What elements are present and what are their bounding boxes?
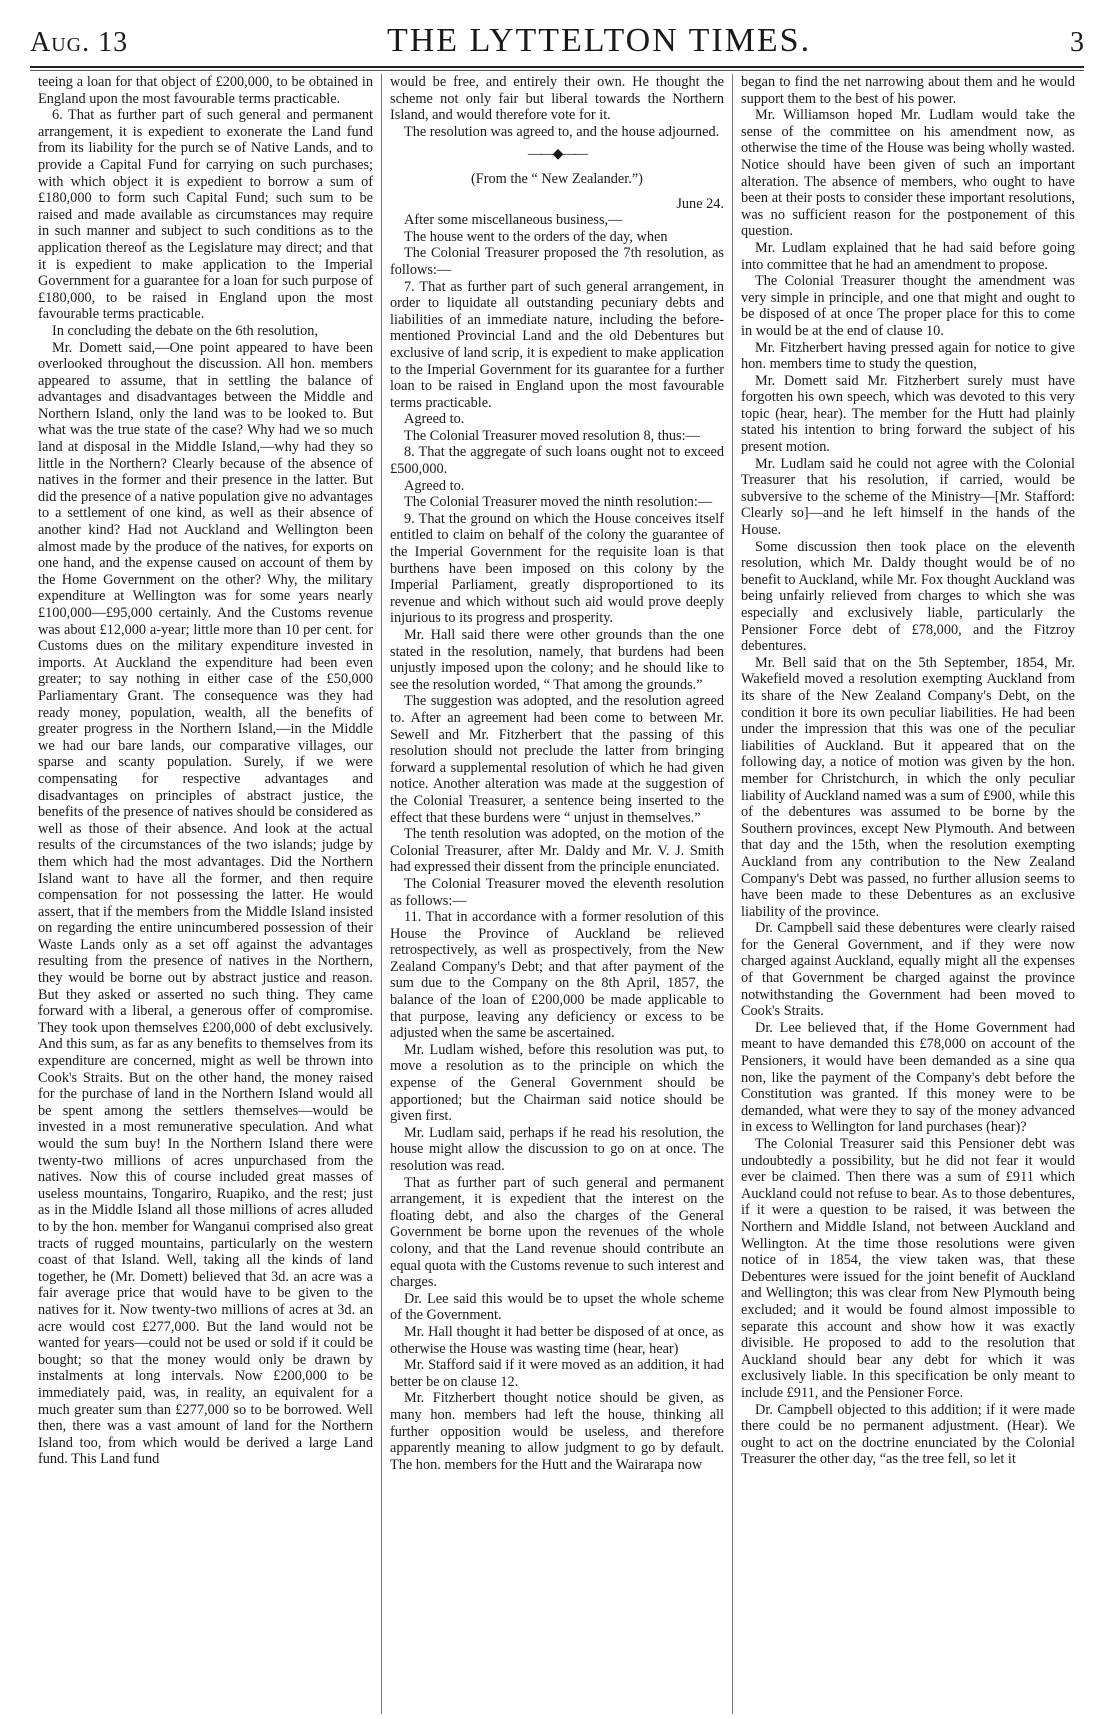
paragraph: 7. That as further part of such general arrangement, in order to liquidate all outstanding pecuniary debts and liabilities of an immediate nature, including the before-mentioned Provincial Land and the old Debentures but exclusive of land scrip, it is expedient to make application to the Imperial Government for its guarantee for a further loan to be raised in England upon the most favourable terms practicable. — [390, 278, 724, 411]
paragraph: That as further part of such general and permanent arrangement, it is expedient that the interest on the floating debt, and also the charges of the General Government be borne upon the revenues of the whole colony, and that the Land revenue should contribute an equal quota with the Customs revenue to such interest and charges. — [390, 1174, 724, 1291]
paragraph: Mr. Domett said Mr. Fitzherbert surely must have forgotten his own speech, which was devoted to this very topic (hear, hear). The member for the Hutt had plainly stated his intention to bring forward the subject of his present motion. — [741, 372, 1075, 456]
paragraph: began to find the net narrowing about them and he would support them to the best of his power. — [741, 74, 1075, 107]
paragraph: The Colonial Treasurer moved the eleventh resolution as follows:— — [390, 875, 724, 909]
paragraph: Dr. Lee said this would be to upset the whole scheme of the Government. — [390, 1290, 724, 1324]
column-3 — [732, 74, 1083, 1714]
paragraph: 9. That the ground on which the House conceives itself entitled to claim on behalf of the colony the guarantee of the Imperial Government for the requisite loan is that burthens have been imposed on this colony by the Imperial Parliament, greatly disproportioned to its revenue and which without such aid would prove deeply injurious to its progress and prosperity. — [390, 510, 724, 627]
paragraph: The Colonial Treasurer said this Pensioner debt was undoubtedly a possibility, but he did not fear it would ever be claimed. Then there was a sum of £911 which Auckland could not refuse to bear. As to those debentures, if it were a question to be raised, it was between the Northern and Middle Island, not between Auckland and Wellington. At the time those resolutions were given notice of in 1854, the view taken was, that these Debentures were issued for the joint benefit of Auckland and Wellington; this was clear from New Plymouth being excluded; and it would be found almost impossible to separate this account and show how it was exactly divisible. He proposed to add to the resolution that Auckland should bear any debt for which it was exclusively liable. In this specification be only meant to include £911, and the Pensioner Force. — [741, 1136, 1075, 1401]
issue-date: Aug. 13 — [30, 27, 129, 58]
paragraph: Mr. Fitzherbert having pressed again for notice to give hon. members time to study the question, — [741, 339, 1075, 373]
paragraph: Mr. Ludlam said he could not agree with the Colonial Treasurer that his resolution, if carried, would be subversive to the scheme of the Ministry—[Mr. Stafford: Clearly so]—and he left himself in the hands of the House. — [741, 455, 1075, 539]
paragraph: The Colonial Treasurer proposed the 7th resolution, as follows:— — [390, 245, 724, 278]
paragraph: Some discussion then took place on the eleventh resolution, which Mr. Daldy thought would be of no benefit to Auckland, while Mr. Fox thought Auckland was being unfairly relieved from charges to which she was especially and exclusively liable, particularly the Pensioner Force debt of £78,000, and the Fitzroy debentures. — [741, 538, 1075, 655]
paragraph: teeing a loan for that object of £200,000, to be obtained in England upon the most favourable terms practicable. — [38, 74, 373, 107]
paragraph: The resolution was agreed to, and the house adjourned. — [404, 123, 720, 140]
page-number: 3 — [1069, 27, 1084, 58]
paragraph: Mr. Ludlam explained that he had said before going into committee that he had an amendment to propose. — [741, 239, 1075, 273]
paragraph: After some miscellaneous business,— — [404, 212, 623, 229]
paragraph: Mr. Fitzherbert thought notice should be given, as many hon. members had left the house, thinking all further opposition would be useless, and therefore apparently meaning to allow judgment to go by default. The hon. members for the Hutt and the Wairarapa now — [390, 1390, 724, 1473]
paragraph: The Colonial Treasurer moved the ninth resolution:— — [404, 494, 713, 511]
column-1 — [30, 74, 381, 1714]
paragraph: The Colonial Treasurer moved resolution 8, thus:— — [404, 427, 700, 444]
paragraph: Mr. Bell said that on the 5th September, 1854, Mr. Wakefield moved a resolution exempting Auckland from its share of the New Zealand Company's Debt, on the condition it bore its own peculiar liabilities. He had been under the impression that this was one of the peculiar liabilities of Auckland. But it appeared that on the following day, a notice of motion was given by the hon. member for Christchurch, in which the only peculiar liability of Auckland named was a sum of £900, while this of the debentures was assumed to be borne by the Southern provinces, except New Plymouth. And between that day and the 15th, when the resolution exempting Auckland from any contribution to the New Zealand Company's Debt was passed, no further allusion seems to have been made to these Debentures as an exclusive liability of the province. — [741, 654, 1075, 920]
masthead-rule-thin — [30, 70, 1084, 71]
paragraph: The house went to the orders of the day, when — [404, 228, 668, 245]
paragraph: Dr. Campbell said these debentures were clearly raised for the General Government, and if they were now charged against Auckland, equally might all the expenses of that Government be charged against the province notwithstanding the Government had been moved to Cook's Straits. — [741, 920, 1075, 1020]
paragraph: Agreed to. — [404, 477, 465, 494]
paragraph: Mr. Williamson hoped Mr. Ludlam would take the sense of the committee on his amendment now, as otherwise the time of the House was being wholly wasted. Notice should have been given of such an important alteration. The absence of members, who ought to have been at their posts to consider these important resolutions, was no sufficient reason for the postponement of this question. — [741, 107, 1075, 240]
paragraph: would be free, and entirely their own. He thought the scheme not only fair but liberal towards the Northern Island, and would therefore vote for it. — [390, 74, 724, 124]
paragraph: 8. That the aggregate of such loans ought not to exceed £500,000. — [390, 444, 724, 478]
column-2 — [381, 74, 732, 1714]
masthead-rule — [30, 66, 1084, 68]
paragraph: Agreed to. — [404, 411, 465, 428]
paragraph: The tenth resolution was adopted, on the motion of the Colonial Treasurer, after Mr. Daldy and Mr. V. J. Smith had expressed their dissent from the principle enunciated. — [390, 826, 724, 876]
paragraph: Dr. Lee believed that, if the Home Government had meant to have demanded this £78,000 on account of the Pensioners, it would have been demanded as a sine qua non, like the payment of the Company's debt before the Constitution was granted. If this money were to be demanded, what were they to say of the money advanced in excess to Wellington for land purchases (hear)? — [741, 1019, 1075, 1136]
paragraph: Mr. Ludlam said, perhaps if he read his resolution, the house might allow the discussion to go on at once. The resolution was read. — [390, 1124, 724, 1174]
paragraph: The Colonial Treasurer thought the amendment was very simple in principle, and one that might and ought to be disposed of at once The proper place for this to come in would be at the end of clause 10. — [741, 273, 1075, 339]
masthead — [30, 22, 1084, 62]
paragraph: Mr. Ludlam wished, before this resolution was put, to move a resolution as to the principle on which the expense of the General Government should be apportioned; but the Chairman said notice should be given first. — [390, 1041, 724, 1125]
newspaper-title: THE LYTTELTON TIMES. — [386, 22, 812, 59]
section-divider: ——◆—— — [527, 146, 587, 163]
paragraph: Mr. Stafford said if it were moved as an addition, it had better be on clause 12. — [390, 1357, 724, 1390]
paragraph: Mr. Domett said,—One point appeared to have been overlooked throughout the discussion. All hon. members appeared to assume, that in settling the balance of advantages and disadvantages between the Middle and Northern Island, only the land was to be looked to. But what was the true state of the case? Why had we so much land at disposal in the Middle Island,—why had they so little in the Northern? Clearly because of the absence of natives in the former and their presence in the latter. But did the presence of a native population give no advantages to a settlement of one kind, as well as their absence of another kind? Had not Auckland and Wellington been almost made by the produce of the natives, for exports on one hand, and the expense caused on account of them by the Home Government on the other? Why, the military expenditure at Wellington was for some years nearly £100,000—£95,000 certainly. And the Customs revenue was about £12,000 a-year; little more than 10 per cent. for Customs dues on the military expenditure invested in imports. At Auckland the expenditure had been even greater; to say nothing in either case of the £50,000 Parliamentary Grant. The consequence was they had ready money, population, wealth, all the benefits of greater progress in the Northern Island,—in the Middle we had our bare lands, our comparative villages, our sparse and scanty population. Surely, if we were compensating for respective advantages and disadvantages on principles of abstract justice, the benefits of the presence of natives should be considered as well as those of their absence. And look at the actual results of the circumstances of the two islands; judge by them which had the most advantages. Did the Northern Island want to have all the former, and then require compensation for not possessing the latter. He would assert, that if the members from the Middle Island insisted on regarding the entire unincumbered possession of their Waste Lands only as a set off against the advantages resulting from the presence of natives in the Northern, they would be borne out by abstract justice and reason. But they asked or asserted no such thing. They came forward with a liberal, a generous offer of compromise. They took upon themselves £200,000 of debt exclusively. And this sum, as far as any benefits to themselves from its expenditure are concerned, might as well be thrown into Cook's Straits. But on the other hand, the money raised for the purchase of land in the Northern Island would all be spent among the settlers themselves—would be invested in a most remunerative speculation. And what would the sum buy! In the Northern Island there were twenty-two millions of acres unpurchased from the natives. Now this of course included great masses of useless mountains, Tongariro, Ruapiko, and the rest; just as in the Middle Island all those millions of acres alluded to by the hon. member for Wanganui comprised also great tracts of rugged mountains, particularly on the western coast of that Island. Well, taking all the kinds of land together, he (Mr. Domett) believed that 3d. an acre was a fair average price that would have to be given to the natives for it. Now twenty-two millions of acres at 3d. an acre would cost £277,000. But the land would not be wanted for years—could not be used or sold if it could be bought; so that the money would only be drawn by instalments at long intervals. Now £200,000 to be immediately paid, was, in reality, an equivalent for a much greater sum than £277,000 so to be borrowed. Well then, there was a vast amount of land for the Northern Island too, from which would be derived a large Land fund. This Land fund — [38, 339, 373, 1468]
paragraph: The suggestion was adopted, and the resolution agreed to. After an agreement had been come to between Mr. Sewell and Mr. Fitzherbert that the passing of this resolution should not preclude the latter from bringing forward a supplemental resolution of which he had given notice. Another alteration was made at the suggestion of the Colonial Treasurer, a sentence being inserted to the effect that these burdens were “ unjust in themselves.” — [390, 693, 724, 826]
article-columns — [30, 74, 1084, 1714]
paragraph: 11. That in accordance with a former resolution of this House the Province of Auckland be relieved retrospectively, as well as prospectively, from the New Zealand Company's Debt; and that after payment of the sum due to the Company on the 8th April, 1857, the balance of the loan of £200,000 be made applicable to that purpose, leaving any deficiency or excess to be adjusted when the same be ascertained. — [390, 909, 724, 1042]
paragraph: In concluding the debate on the 6th resolution, — [52, 322, 319, 339]
paragraph: 6. That as further part of such general and permanent arrangement, it is expedient to exonerate the Land fund from its liability for the purch se of Native Lands, and to provide a Capital Fund for carrying on such purchases; with which object it is expedient to borrow a sum of £180,000 to form such Capital Fund; such sum to be raised and made available as circumstances may require in such manner and subject to such conditions as to the application thereof as the Legislature may direct; and that it is expedient to make application to the Imperial Government for a guarantee for a loan for such purpose of £180,000, to be raised in England upon the most favourable terms practicable. — [38, 107, 373, 323]
paragraph: Mr. Hall said there were other grounds than the one stated in the resolution, namely, that burdens had been unjustly imposed upon the colony; and he should like to see the resolution worded, “ That among the grounds.” — [390, 627, 724, 693]
paragraph: Dr. Campbell objected to this addition; if it were made there could be no permanent adjustment. (Hear). We ought to act on the doctrine enunciated by the Colonial Treasurer the other day, “as the tree fell, so let it — [741, 1401, 1075, 1468]
source-credit: (From the “ New Zealander.”) — [471, 170, 643, 187]
paragraph: Mr. Hall thought it had better be disposed of at once, as otherwise the House was wasting time (hear, hear) — [390, 1323, 724, 1357]
dateline: June 24. — [676, 195, 724, 212]
